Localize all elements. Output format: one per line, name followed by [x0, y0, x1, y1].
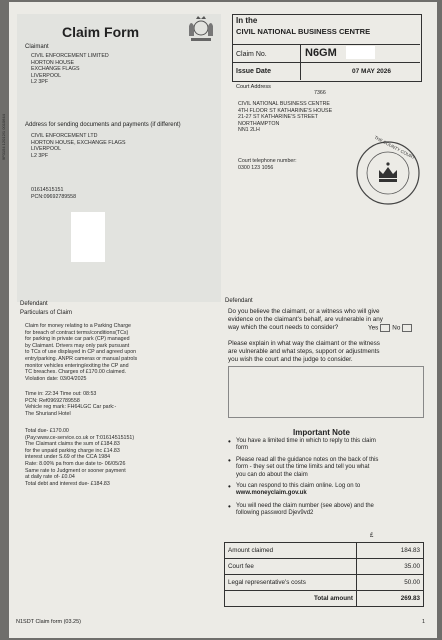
particulars-line: entry/parking. ANPR cameras or manual patrols — [25, 356, 138, 362]
issue-date-label: Issue Date — [236, 68, 272, 75]
fee-value: 50.00 — [357, 575, 424, 591]
divider — [232, 62, 420, 63]
claim-number-value: N6GM — [305, 47, 337, 59]
court-address-line: CIVIL NATIONAL BUSINESS CENTRE — [238, 101, 330, 107]
particulars-line: Rate: 8.00% pa from due date to- 06/05/26 — [25, 461, 126, 467]
issue-date-value: 07 MAY 2026 — [352, 68, 392, 75]
particulars-line: Claim for money relating to a Parking Charge — [25, 323, 131, 329]
royal-crest-icon — [185, 14, 217, 46]
yes-option[interactable] — [368, 324, 414, 332]
table-row — [225, 559, 424, 575]
table-row — [225, 575, 424, 591]
vulnerability-answer-box[interactable] — [228, 366, 424, 418]
claimant-line: EXCHANGE FLAGS — [31, 66, 80, 73]
particulars-line: monitor vehicles entering/exiting the CP and — [25, 362, 129, 369]
court-in-label: In the — [236, 16, 258, 25]
particulars-label: Particulars of Claim — [20, 310, 73, 316]
no-checkbox[interactable] — [402, 324, 412, 332]
note-bullet: • Please read all the guidance notes on the back of this form - they set out the time limits and tell you what you can do about the claim — [236, 457, 378, 479]
yes-checkbox[interactable] — [380, 324, 390, 332]
particulars-line: Vehicle reg mark: FH64LGC Car park:- — [25, 404, 117, 411]
seal-text: THE COUNTY COURT — [373, 134, 416, 161]
total-value: 269.83 — [357, 591, 424, 607]
court-seal-icon — [355, 140, 421, 206]
defendant-label: Defendant — [20, 301, 48, 307]
fee-label: Court fee — [225, 559, 357, 575]
particulars-line: Total debt and interest due- £184.83 — [25, 480, 110, 487]
moneyclaim-link[interactable]: www.moneyclaim.gov.uk — [236, 490, 307, 497]
court-code: 7366 — [314, 90, 326, 96]
yes-label: Yes — [368, 324, 379, 332]
side-barcode-text: 9F0154 12012/1 0010644 — [1, 114, 6, 160]
claimant-line: HORTON HOUSE — [31, 59, 75, 66]
court-address-label: Court Address — [236, 84, 271, 90]
footer-form-code: N1SDT Claim form (03.25) — [16, 619, 81, 625]
court-address-line: 21-27 ST KATHARINE'S STREET — [238, 114, 318, 121]
service-address-line: CIVIL ENFORCEMENT LTD — [31, 133, 98, 139]
particulars-line: Time in: 22:34 Time out: 08:53 — [25, 391, 97, 397]
claimant-label: Claimant — [25, 44, 49, 50]
particulars-line: (Pay:www.ce-service.co.uk or T:01614515151) — [25, 434, 135, 441]
court-address-line: 4TH FLOOR ST KATHARINE'S HOUSE — [238, 107, 333, 114]
defendant-label: Defendant — [225, 298, 253, 304]
particulars-line: for the unpaid parking charge inc £14.83 — [25, 447, 120, 454]
fee-value: 35.00 — [357, 559, 424, 575]
particulars-line: at daily rate of- £0.04 — [25, 474, 75, 481]
claimant-line: CIVIL ENFORCEMENT LIMITED — [31, 53, 109, 59]
fee-label: Legal representative's costs — [225, 575, 357, 591]
divider — [232, 44, 420, 45]
no-label: No — [392, 324, 401, 332]
claimant-phone: 01614515151 — [31, 187, 64, 193]
vulnerability-explain: Please explain in what way the claimant or the witness — [228, 340, 380, 347]
court-phone: 0300 123 1056 — [238, 165, 274, 171]
vulnerability-question: evidence on the claimant's behalf, are vulnerable in any — [228, 316, 383, 323]
particulars-line: for parking in private car park (CP) managed — [25, 336, 130, 343]
fee-value: 184.83 — [357, 543, 424, 559]
important-note-heading: Important Note — [293, 428, 350, 437]
particulars-line: for breach of contract terms/conditions(TCs) — [25, 329, 129, 336]
claimant-line: L2 3PF — [31, 79, 49, 86]
table-row — [225, 543, 424, 559]
note-bullet: • You have a limited time in which to reply to this claim form — [236, 438, 376, 453]
court-name: CIVIL NATIONAL BUSINESS CENTRE — [236, 27, 371, 36]
vulnerability-question: Do you believe the claimant, or a witness who will give — [228, 308, 380, 315]
particulars-line: Violation date: 03/04/2025 — [25, 375, 87, 382]
fees-table — [224, 542, 424, 607]
note-bullet: • You can respond to this claim online. Log on to www.moneyclaim.gov.uk — [236, 483, 360, 498]
particulars-line: The Shuriand Hotel — [25, 410, 71, 417]
service-address-line: HORTON HOUSE, EXCHANGE FLAGS — [31, 139, 126, 146]
vulnerability-question: way which the court needs to consider? — [228, 324, 339, 331]
particulars-line: The Claimant claims the sum of £184.83 — [25, 441, 120, 448]
currency-symbol: £ — [370, 533, 374, 539]
vulnerability-explain: are vulnerable and what steps, support or adjustments — [228, 348, 380, 355]
table-row — [225, 591, 424, 607]
particulars-line: Same rate to Judgment or sooner payment — [25, 467, 126, 474]
claim-number-label: Claim No. — [236, 51, 267, 58]
particulars-line: PCN: Ref09692789558 — [25, 397, 80, 404]
service-address-line: LIVERPOOL — [31, 146, 62, 153]
redaction-block — [71, 212, 105, 262]
particulars-line: by Claimant. Drivers may only park pursuant — [25, 342, 130, 349]
form-title: Claim Form — [62, 24, 140, 40]
service-address-label: Address for sending documents and payments (if different) — [25, 122, 181, 128]
court-address-line: NN1 2LH — [238, 127, 260, 134]
redaction-block — [346, 46, 375, 59]
particulars-line: interest under S.69 of the CCA 1984 — [25, 454, 111, 461]
note-bullet: • You will need the claim number (see above) and the following password Djev9vd2 — [236, 503, 374, 518]
pcn-reference: PCN:09692789558 — [31, 194, 77, 200]
vulnerability-explain: you wish the court and the judge to consider. — [228, 356, 353, 363]
court-address-line: NORTHAMPTON — [238, 120, 280, 127]
page-number: 1 — [422, 619, 426, 625]
divider — [300, 44, 301, 80]
service-address-line: L2 3PF — [31, 152, 49, 159]
fee-label: Amount claimed — [225, 543, 357, 559]
court-phone-label: Court telephone number: — [238, 158, 297, 164]
total-label: Total amount — [225, 591, 357, 607]
claimant-line: LIVERPOOL — [31, 72, 62, 79]
particulars-line: to TCs of use displayed in CP and agreed upon — [25, 349, 137, 356]
particulars-line: Total due- £170.00 — [25, 428, 69, 434]
particulars-line: TC breaches. Charges of £170.00 claimed. — [25, 369, 126, 376]
